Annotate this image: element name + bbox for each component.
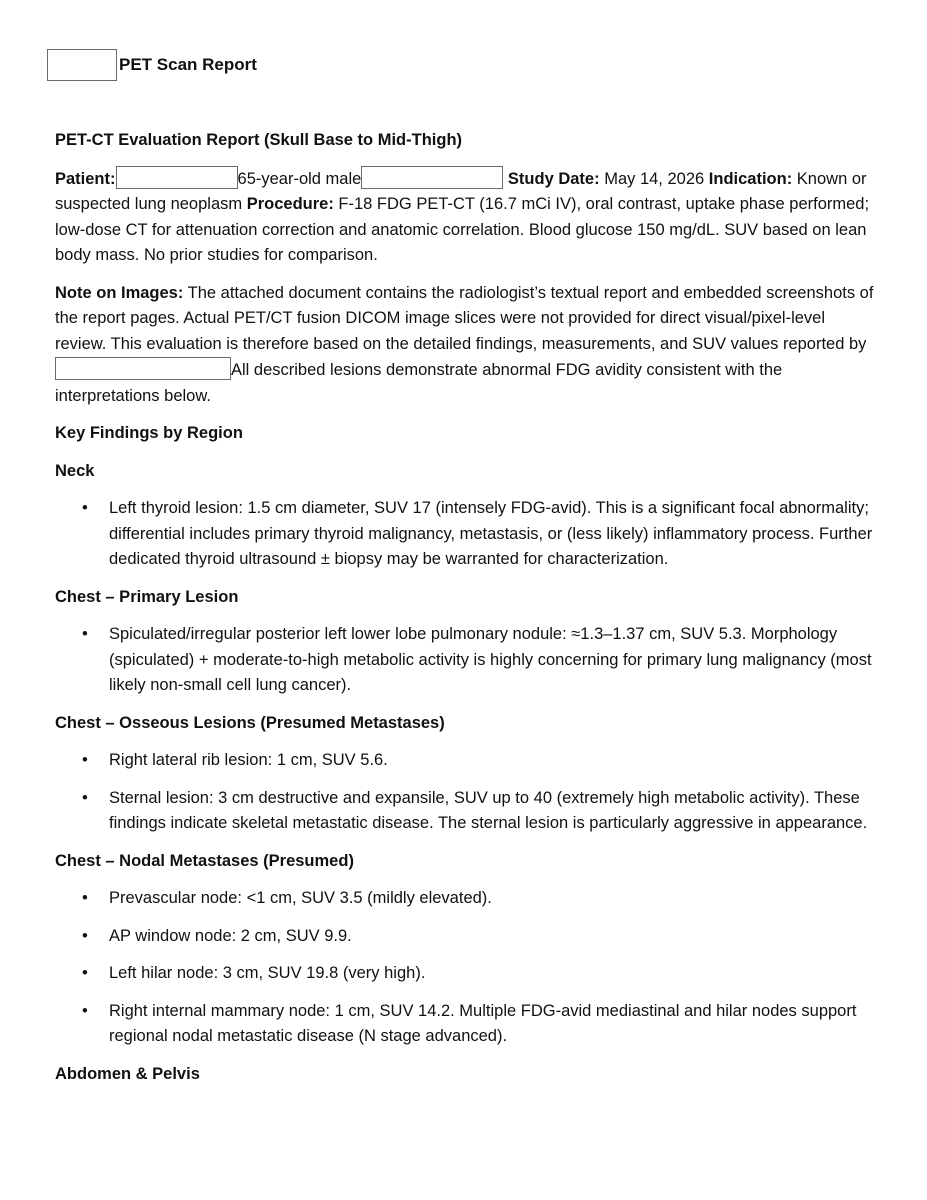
list-item-text: AP window node: 2 cm, SUV 9.9. xyxy=(109,926,352,945)
note-text-part2: All described lesions demonstrate abnormal FDG avidity consistent with the interpretations below. xyxy=(55,361,783,405)
note-label: Note on Images: xyxy=(55,283,184,302)
report-title: PET-CT Evaluation Report (Skull Base to Mid-Thigh) xyxy=(55,131,463,149)
bullet-icon: • xyxy=(82,499,88,517)
report-body xyxy=(55,128,875,1099)
bullet-icon: • xyxy=(82,889,88,907)
key-findings-heading: Key Findings by Region xyxy=(55,424,243,442)
list-item-text: Left hilar node: 3 cm, SUV 19.8 (very high). xyxy=(109,964,426,982)
list-item xyxy=(55,886,875,912)
chest-nodal-list xyxy=(55,886,875,1050)
chest-primary-list xyxy=(55,622,875,699)
procedure-value: F-18 FDG PET-CT (16.7 mCi IV), oral contrast, uptake phase performed; low-dose CT for attenuation correction and anatomic correlation. Blood glucose 150 mg/dL. SUV based on lean body mass. No prior studies for comparison. xyxy=(55,195,870,264)
redacted-patient-name xyxy=(116,166,238,189)
indication-value: Known or suspected lung neoplasm xyxy=(55,169,867,213)
note-text-part1: The attached document contains the radiologist’s textual report and embedded screenshots of the report pages. Actual PET/CT fusion DICOM image slices were not provided for direct visual/pixel-level review. This evaluation is therefore based on the detailed findings, measurements, and SUV values reported by xyxy=(55,283,874,353)
neck-heading: Neck xyxy=(55,461,95,480)
procedure-label: Procedure: xyxy=(246,195,334,213)
list-item xyxy=(55,924,875,950)
list-item xyxy=(55,786,875,837)
list-item xyxy=(55,496,875,573)
bullet-icon: • xyxy=(82,964,88,982)
list-item-text: Left thyroid lesion: 1.5 cm diameter, SUV 17 (intensely FDG-avid). This is a significant focal abnormality; differential includes primary thyroid malignancy, metastasis, or (less likely) inflammatory process. Further dedicated thyroid ultrasound ± biopsy may be warranted for characterization. xyxy=(109,499,873,568)
page-header xyxy=(47,49,257,81)
chest-nodal-heading: Chest – Nodal Metastases (Presumed) xyxy=(55,851,354,870)
chest-osseous-list xyxy=(55,748,875,837)
bullet-icon: • xyxy=(82,751,88,769)
redacted-radiologist xyxy=(55,357,231,380)
study-date-value: May 14, 2026 xyxy=(604,169,705,188)
bullet-icon: • xyxy=(82,788,88,807)
bullet-icon: • xyxy=(82,625,88,643)
redacted-logo-box xyxy=(47,49,117,81)
header-title: PET Scan Report xyxy=(119,55,257,74)
bullet-icon: • xyxy=(82,926,88,945)
list-item xyxy=(55,999,875,1050)
indication-label: Indication: xyxy=(708,169,793,188)
list-item xyxy=(55,622,875,699)
neck-list xyxy=(55,496,875,573)
list-item xyxy=(55,748,875,774)
list-item xyxy=(55,961,875,987)
chest-primary-heading: Chest – Primary Lesion xyxy=(55,587,239,606)
list-item-text: Spiculated/irregular posterior left lower lobe pulmonary nodule: ≈1.3–1.37 cm, SUV 5.3. Morphology (spiculated) + moderate-to-high metabolic activity is highly concerning for primary lung malignancy (most likely non-small cell lung cancer). xyxy=(109,625,872,694)
study-date-label: Study Date: xyxy=(507,169,600,188)
patient-label: Patient: xyxy=(55,169,116,188)
patient-info-paragraph xyxy=(55,166,875,269)
chest-osseous-heading: Chest – Osseous Lesions (Presumed Metastases) xyxy=(55,713,445,732)
note-paragraph xyxy=(55,281,875,410)
abdomen-heading: Abdomen & Pelvis xyxy=(55,1064,200,1083)
list-item-text: Sternal lesion: 3 cm destructive and expansile, SUV up to 40 (extremely high metabolic activity). These findings indicate skeletal metastatic disease. The sternal lesion is particularly aggressive in appearance. xyxy=(109,788,868,832)
patient-description: 65-year-old male xyxy=(237,169,362,188)
list-item-text: Right lateral rib lesion: 1 cm, SUV 5.6. xyxy=(109,751,388,769)
list-item-text: Prevascular node: <1 cm, SUV 3.5 (mildly elevated). xyxy=(109,889,492,907)
list-item-text: Right internal mammary node: 1 cm, SUV 14.2. Multiple FDG-avid mediastinal and hilar nodes support regional nodal metastatic disease (N stage advanced). xyxy=(109,1001,857,1045)
redacted-patient-id xyxy=(361,166,503,189)
bullet-icon: • xyxy=(82,1001,88,1020)
